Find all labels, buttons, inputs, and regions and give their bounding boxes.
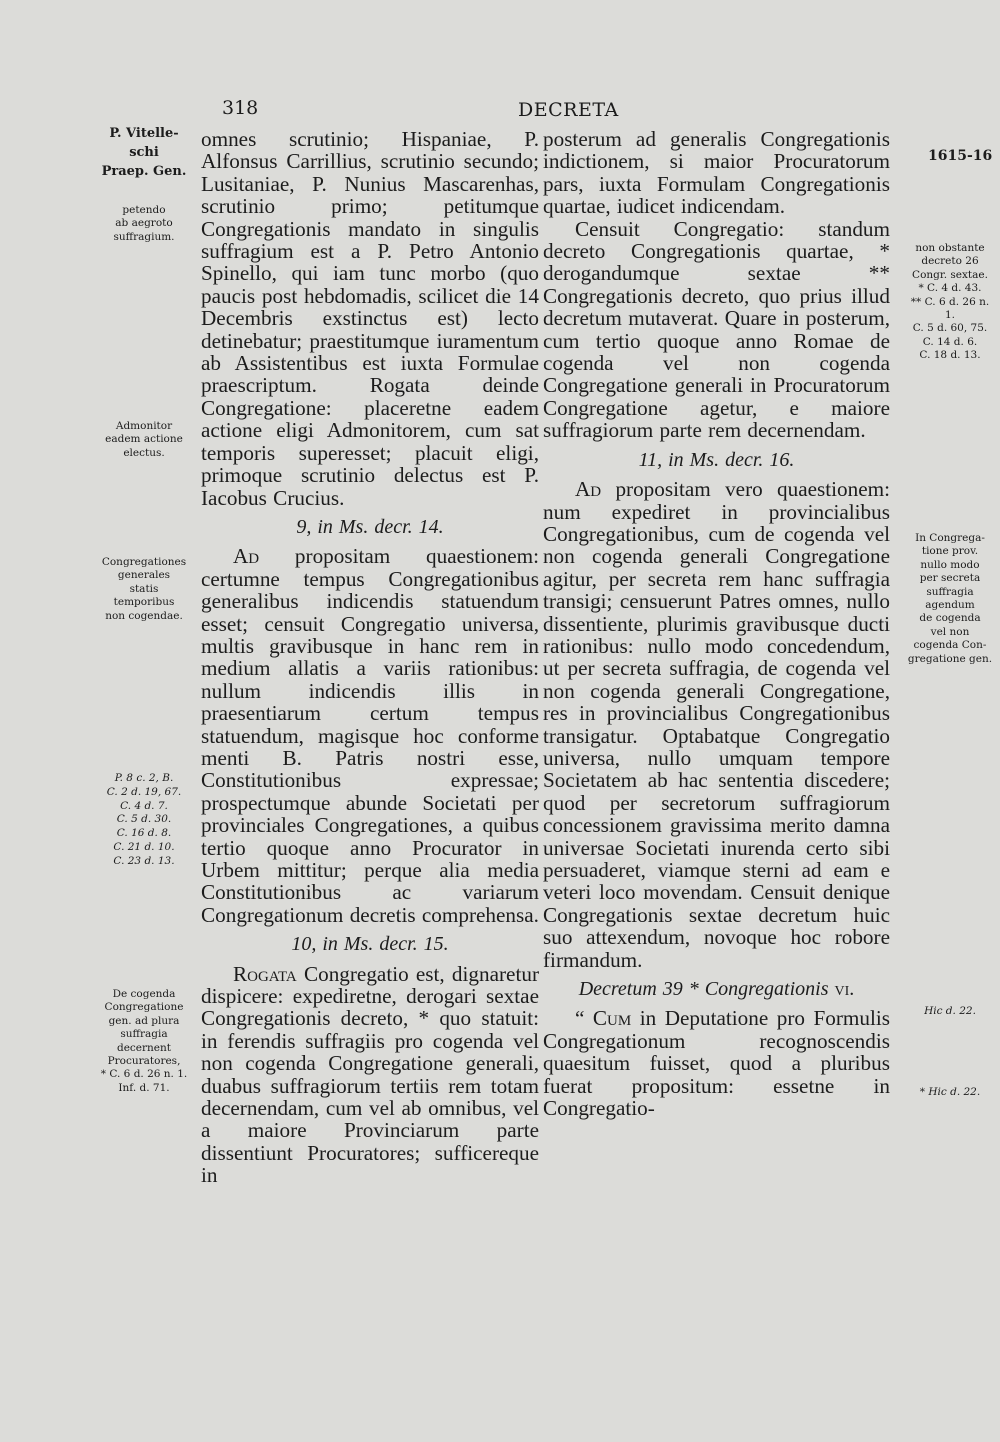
paragraph — [201, 545, 539, 926]
section-heading-10: 10, in Ms. decr. 15. — [291, 933, 449, 956]
drop-word: Cum — [592, 1006, 632, 1031]
paragraph: Censuit Congregatio: standum decreto Congregationis quartae, * derogandumque sextae ** Congregationis decreto, quo prius illud decretum mutaverat. Quare in posterum, cum tertio quoque anno Romae de cogenda vel non cogenda Congregatione generali in Procuratorum Congregatione agetur, e maiore suffragiorum parte rem decernendam. — [543, 216, 890, 443]
page-number: 318 — [222, 97, 259, 119]
section-heading-decretum — [543, 978, 890, 1000]
right-column — [543, 128, 890, 1119]
section-heading-11: 11, in Ms. decr. 16. — [638, 448, 795, 471]
margin-note-admonitor: Admonitor eadem actione electus. — [105, 420, 183, 459]
section-heading-9: 9, in Ms. decr. 14. — [296, 515, 444, 538]
paragraph — [543, 1007, 890, 1119]
margin-note-non-obstante: non obstante decreto 26 Congr. sextae. * C. 4 d. 43. ** C. 6 d. 26 n. 1. C. 5 d. 60, 75. C. 14 d. 6. C. 18 d. 13. — [910, 242, 990, 362]
running-title: DECRETA — [518, 99, 619, 121]
quote-mark: “ — [575, 1006, 593, 1031]
drop-word: Rogata — [233, 961, 297, 986]
paragraph-text: propositam quaestionem: certumne tempus Congregationibus generalibus indicendis statuendum esset; censuit Congregatio universa, multis gravibusque in hanc rem in medium allatis a variis rationibus: nullum indicendis illis in praesentiarum certum tempus statuendum, magisque hoc conforme menti B. Patris nostri esse, Constitutionibus expressae; prospectumque abunde Societati per provinciales Congregationes, a quibus tertio quoque anno Procurator in Urbem mittitur; perque alia media Constitutionibus ac variarum Congregationum decretis comprehensa. — [201, 544, 539, 927]
paragraph-text: in Deputatione pro Formulis Congregationum recognoscendis quaesitum fuisset, quod a pluribus fuerat propositum: essetne in Congregatio- — [543, 1006, 891, 1121]
drop-word: Ad — [233, 544, 260, 569]
margin-note-in-congregatione: In Congrega- tione prov. nullo modo per secreta suffragia agendum de cogenda vel non cogenda Con- gregatione gen. — [907, 532, 993, 665]
margin-note-petendo: petendo ab aegroto suffragium. — [113, 204, 175, 243]
left-column — [201, 128, 539, 1187]
margin-note-hic-2: * Hic d. 22. — [919, 1086, 981, 1098]
drop-word: Ad — [575, 477, 602, 502]
margin-note-de-cogenda: De cogenda Congregatione gen. ad plura suffragia decernent Procuratores, * C. 6 d. 26 n. 1. Inf. d. 71. — [100, 988, 188, 1094]
heading-roman: vi. — [834, 978, 855, 1001]
margin-note-congregationes: Congregationes generales statis temporibus non cogendae. — [101, 556, 187, 622]
paragraph-text: Congregatio est, dignaretur dispicere: expediretne, derogari sextae Congregationis decreto, * quo statuit: in ferendis suffragiis pro cogenda vel non cogenda Congregatione generali, duabus suffragiorum tertiis rem totam decernendam, cum vel ab omnibus, vel a maiore Provinciarum parte dissentiunt Procuratores; sufficereque in — [201, 961, 539, 1188]
margin-refs-1: P. 8 c. 2, B. C. 2 d. 19, 67. C. 4 d. 7. C. 5 d. 30. C. 16 d. 8. C. 21 d. 10. C. 23 d. 13. — [106, 772, 182, 867]
paragraph: omnes scrutinio; Hispaniae, P. Alfonsus Carrillius, scrutinio secundo; Lusitaniae, P. Nunius Mascarenhas, scrutinio primo; petitumque Congregationis mandato in singulis suffragium est a P. Petro Antonio Spinello, qui iam tunc morbo (quo paucis post hebdomadis, scilicet die 14 Decembris exstinctus est) lecto detinebatur; praestitumque iuramentum ab Assistentibus est iuxta Formulae praescriptum. Rogata deinde Congregatione: placeretne eadem actione eligi Admonitorem, cum sat temporis superesset; placuit eligi, primoque scrutinio delectus est P. Iacobus Crucius. — [201, 127, 539, 510]
margin-note-hic-1: Hic d. 22. — [924, 1005, 976, 1017]
paragraph — [201, 963, 539, 1187]
paragraph: posterum ad generalis Congregationis indictionem, si maior Procuratorum pars, iuxta Formulam Congregationis quartae, iudicet indicendam. — [543, 127, 890, 219]
paragraph — [543, 478, 890, 971]
margin-author-note: P. Vitelle- schi Praep. Gen. — [101, 126, 187, 179]
heading-text: Decretum 39 * Congregationis — [578, 978, 829, 1001]
paragraph-text: propositam vero quaestionem: num expediret in provincialibus Congregationibus, cum de cogenda vel non cogenda generali Congregatione agitur, per secreta rem hanc suffragia transigi; censuerunt Patres omnes, nullo dissentiente, plurimis gravibusque ducti rationibus: nullo modo concedendum, ut per secreta suffragia, de cogenda vel non cogenda generali Congregatione, res in provincialibus Congregationibus transigatur. Optabatque Congregatio universa, nullo umquam tempore Societatem ab hac sententia discedere; quod per secretorum suffragiorum concessionem gravissima merito damna universae Societati inurenda certo sibi persuaderet, viamque sterni ad eam e veteri loco movendam. Censuit denique Congregationis sextae decretum huic suo attexendum, novoque hoc robore firmandum. — [543, 477, 890, 972]
year-range: 1615-16 — [928, 148, 993, 164]
